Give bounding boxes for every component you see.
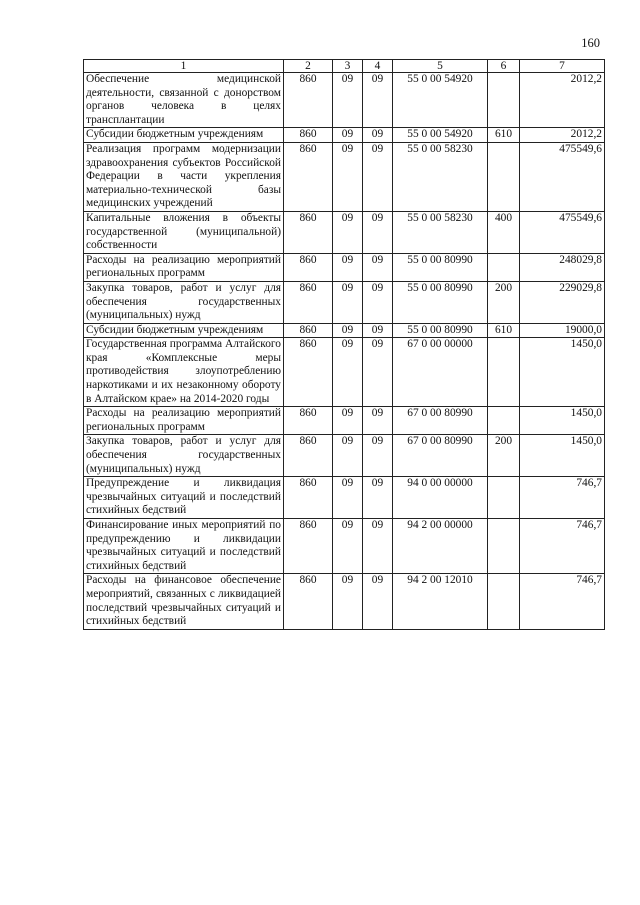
table-row xyxy=(84,407,605,435)
section-code-cell: 09 xyxy=(333,519,363,574)
ministry-code-cell: 860 xyxy=(284,281,333,323)
table-row xyxy=(84,477,605,519)
expense-type-cell: 610 xyxy=(488,128,520,143)
section-code-cell: 09 xyxy=(333,338,363,407)
amount-cell: 248029,8 xyxy=(520,253,605,281)
table-row xyxy=(84,519,605,574)
table-row xyxy=(84,435,605,477)
expense-type-cell: 400 xyxy=(488,211,520,253)
target-article-cell: 67 0 00 80990 xyxy=(393,435,488,477)
amount-cell: 1450,0 xyxy=(520,435,605,477)
section-code-cell: 09 xyxy=(333,477,363,519)
section-code-cell: 09 xyxy=(333,435,363,477)
column-header-3: 3 xyxy=(333,60,363,73)
expense-type-cell: 200 xyxy=(488,281,520,323)
budget-table xyxy=(83,59,605,630)
column-header-4: 4 xyxy=(363,60,393,73)
ministry-code-cell: 860 xyxy=(284,477,333,519)
subsection-code-cell: 09 xyxy=(363,574,393,629)
ministry-code-cell: 860 xyxy=(284,323,333,338)
table-row xyxy=(84,338,605,407)
subsection-code-cell: 09 xyxy=(363,253,393,281)
amount-cell: 19000,0 xyxy=(520,323,605,338)
ministry-code-cell: 860 xyxy=(284,253,333,281)
expense-type-cell xyxy=(488,574,520,629)
row-name-cell: Закупка товаров, работ и услуг для обеспечения государственных (муниципальных) нужд xyxy=(84,281,284,323)
section-code-cell: 09 xyxy=(333,407,363,435)
table-header-row xyxy=(84,60,605,73)
column-header-2: 2 xyxy=(284,60,333,73)
target-article-cell: 55 0 00 58230 xyxy=(393,142,488,211)
target-article-cell: 94 2 00 00000 xyxy=(393,519,488,574)
row-name-cell: Обеспечение медицинской деятельности, связанной с донорством органов человека в целях трансплантации xyxy=(84,73,284,128)
column-header-5: 5 xyxy=(393,60,488,73)
target-article-cell: 55 0 00 58230 xyxy=(393,211,488,253)
amount-cell: 475549,6 xyxy=(520,211,605,253)
amount-cell: 1450,0 xyxy=(520,338,605,407)
amount-cell: 2012,2 xyxy=(520,73,605,128)
target-article-cell: 67 0 00 80990 xyxy=(393,407,488,435)
subsection-code-cell: 09 xyxy=(363,323,393,338)
ministry-code-cell: 860 xyxy=(284,73,333,128)
subsection-code-cell: 09 xyxy=(363,281,393,323)
ministry-code-cell: 860 xyxy=(284,142,333,211)
amount-cell: 746,7 xyxy=(520,519,605,574)
target-article-cell: 67 0 00 00000 xyxy=(393,338,488,407)
subsection-code-cell: 09 xyxy=(363,211,393,253)
table-row xyxy=(84,281,605,323)
row-name-cell: Субсидии бюджетным учреждениям xyxy=(84,128,284,143)
amount-cell: 1450,0 xyxy=(520,407,605,435)
table-row xyxy=(84,73,605,128)
expense-type-cell: 610 xyxy=(488,323,520,338)
amount-cell: 746,7 xyxy=(520,477,605,519)
expense-type-cell: 200 xyxy=(488,435,520,477)
table-row xyxy=(84,128,605,143)
target-article-cell: 55 0 00 54920 xyxy=(393,128,488,143)
subsection-code-cell: 09 xyxy=(363,435,393,477)
amount-cell: 475549,6 xyxy=(520,142,605,211)
subsection-code-cell: 09 xyxy=(363,519,393,574)
row-name-cell: Финансирование иных мероприятий по предупреждению и ликвидации чрезвычайных ситуаций и последствий стихийных бедствий xyxy=(84,519,284,574)
table-row xyxy=(84,211,605,253)
subsection-code-cell: 09 xyxy=(363,477,393,519)
column-header-6: 6 xyxy=(488,60,520,73)
row-name-cell: Государственная программа Алтайского края «Комплексные меры противодействия злоупотреблению наркотиками и их незаконному обороту в Алтайском крае» на 2014-2020 годы xyxy=(84,338,284,407)
section-code-cell: 09 xyxy=(333,142,363,211)
target-article-cell: 94 0 00 00000 xyxy=(393,477,488,519)
section-code-cell: 09 xyxy=(333,73,363,128)
column-header-7: 7 xyxy=(520,60,605,73)
target-article-cell: 55 0 00 80990 xyxy=(393,281,488,323)
table-row xyxy=(84,323,605,338)
amount-cell: 746,7 xyxy=(520,574,605,629)
table-row xyxy=(84,142,605,211)
target-article-cell: 94 2 00 12010 xyxy=(393,574,488,629)
expense-type-cell xyxy=(488,253,520,281)
amount-cell: 2012,2 xyxy=(520,128,605,143)
row-name-cell: Расходы на финансовое обеспечение мероприятий, связанных с ликвидацией последствий чрезвычайных ситуаций и стихийных бедствий xyxy=(84,574,284,629)
ministry-code-cell: 860 xyxy=(284,211,333,253)
subsection-code-cell: 09 xyxy=(363,128,393,143)
subsection-code-cell: 09 xyxy=(363,142,393,211)
table-row xyxy=(84,574,605,629)
section-code-cell: 09 xyxy=(333,281,363,323)
section-code-cell: 09 xyxy=(333,253,363,281)
table-row xyxy=(84,253,605,281)
expense-type-cell xyxy=(488,142,520,211)
subsection-code-cell: 09 xyxy=(363,407,393,435)
subsection-code-cell: 09 xyxy=(363,338,393,407)
row-name-cell: Закупка товаров, работ и услуг для обеспечения государственных (муниципальных) нужд xyxy=(84,435,284,477)
row-name-cell: Предупреждение и ликвидация чрезвычайных ситуаций и последствий стихийных бедствий xyxy=(84,477,284,519)
ministry-code-cell: 860 xyxy=(284,338,333,407)
section-code-cell: 09 xyxy=(333,211,363,253)
ministry-code-cell: 860 xyxy=(284,574,333,629)
section-code-cell: 09 xyxy=(333,323,363,338)
row-name-cell: Расходы на реализацию мероприятий региональных программ xyxy=(84,253,284,281)
ministry-code-cell: 860 xyxy=(284,435,333,477)
expense-type-cell xyxy=(488,519,520,574)
expense-type-cell xyxy=(488,477,520,519)
table-body xyxy=(84,73,605,630)
subsection-code-cell: 09 xyxy=(363,73,393,128)
section-code-cell: 09 xyxy=(333,128,363,143)
ministry-code-cell: 860 xyxy=(284,128,333,143)
target-article-cell: 55 0 00 80990 xyxy=(393,323,488,338)
row-name-cell: Капитальные вложения в объекты государственной (муниципальной) собственности xyxy=(84,211,284,253)
ministry-code-cell: 860 xyxy=(284,519,333,574)
target-article-cell: 55 0 00 80990 xyxy=(393,253,488,281)
amount-cell: 229029,8 xyxy=(520,281,605,323)
row-name-cell: Реализация программ модернизации здравоохранения субъектов Российской Федерации в части укрепления материально-технической базы медицинских учреждений xyxy=(84,142,284,211)
section-code-cell: 09 xyxy=(333,574,363,629)
expense-type-cell xyxy=(488,73,520,128)
row-name-cell: Расходы на реализацию мероприятий региональных программ xyxy=(84,407,284,435)
target-article-cell: 55 0 00 54920 xyxy=(393,73,488,128)
expense-type-cell xyxy=(488,338,520,407)
page-number: 160 xyxy=(581,36,600,50)
column-header-1: 1 xyxy=(84,60,284,73)
ministry-code-cell: 860 xyxy=(284,407,333,435)
row-name-cell: Субсидии бюджетным учреждениям xyxy=(84,323,284,338)
expense-type-cell xyxy=(488,407,520,435)
